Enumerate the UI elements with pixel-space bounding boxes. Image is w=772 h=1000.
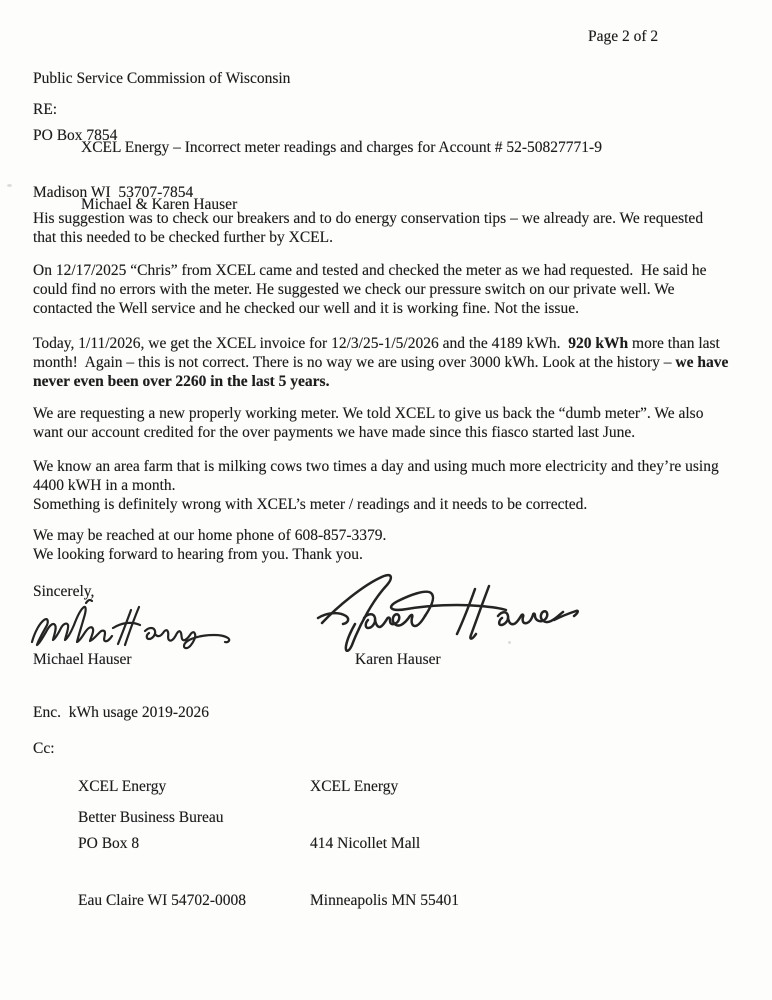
page-number: Page 2 of 2 — [588, 28, 659, 45]
cc-address-line: XCEL Energy — [310, 778, 399, 795]
scan-artifact — [508, 641, 511, 644]
body-paragraph-4: We are requesting a new properly working meter. We told XCEL to give us back the “dumb meter”. We also want our account credited for the over payments we have made since this fiasco started last June. — [33, 405, 704, 441]
body-paragraph-5: We know an area farm that is milking cows two times a day and using much more electricity and they’re using 4400 kWH in a month. Something is definitely wrong with XCEL’s meter / readings and it needs to be corrected. — [33, 458, 719, 513]
salutation: Sincerely, — [33, 583, 95, 600]
body-paragraph-3: Today, 1/11/2026, we get the XCEL invoice for 12/3/25-1/5/2026 and the 4189 kWh. 920 kWh more than last month! Again – this is not correct. There is no way we are using over 3000 kWh. Look at the history – we have never even been over 2260 in the last 5 years. — [33, 335, 729, 390]
cc-address-line: 414 Nicollet Mall — [310, 835, 421, 852]
cc-address-line: XCEL Energy — [78, 778, 167, 795]
body-paragraph-2: On 12/17/2025 “Chris” from XCEL came and tested and checked the meter as we had requested. He said he could find no errors with the meter. He suggested we check our pressure switch on our private well. We contacted the Well service and he checked our well and it is working fine. Not the issue. — [33, 262, 707, 317]
cc-extra-recipient: Better Business Bureau — [78, 809, 224, 826]
re-line: XCEL Energy – Incorrect meter readings and charges for Account # 52-50827771-9 — [81, 139, 602, 156]
re-label: RE: — [33, 101, 58, 118]
cc-address-line: Minneapolis MN 55401 — [310, 892, 459, 909]
cc-label: Cc: — [33, 740, 55, 757]
cc-address-column-2 — [310, 739, 459, 948]
signer-typed-name: Michael Hauser — [33, 651, 132, 668]
address-line: Madison WI 53707-7854 — [33, 184, 194, 201]
enclosure-note: Enc. kWh usage 2019-2026 — [33, 704, 210, 721]
body-paragraph-6: We may be reached at our home phone of 608-857-3379. We looking forward to hearing from you. Thank you. — [33, 527, 387, 563]
address-line: PO Box 7854 — [33, 127, 118, 144]
michael-hauser-signature-image — [28, 597, 238, 655]
address-line: Public Service Commission of Wisconsin — [33, 70, 291, 87]
re-line: Michael & Karen Hauser — [81, 196, 238, 213]
cc-address-column-1 — [78, 739, 246, 948]
signer-typed-name: Karen Hauser — [355, 651, 441, 668]
cc-address-line: Eau Claire WI 54702-0008 — [78, 892, 247, 909]
body-paragraph-1: His suggestion was to check our breakers and to do energy conservation tips – we already are. We requested that this needed to be checked further by XCEL. — [33, 210, 704, 246]
cc-address-line: PO Box 8 — [78, 835, 140, 852]
scan-artifact — [7, 184, 12, 187]
karen-hauser-signature-image — [312, 566, 582, 658]
